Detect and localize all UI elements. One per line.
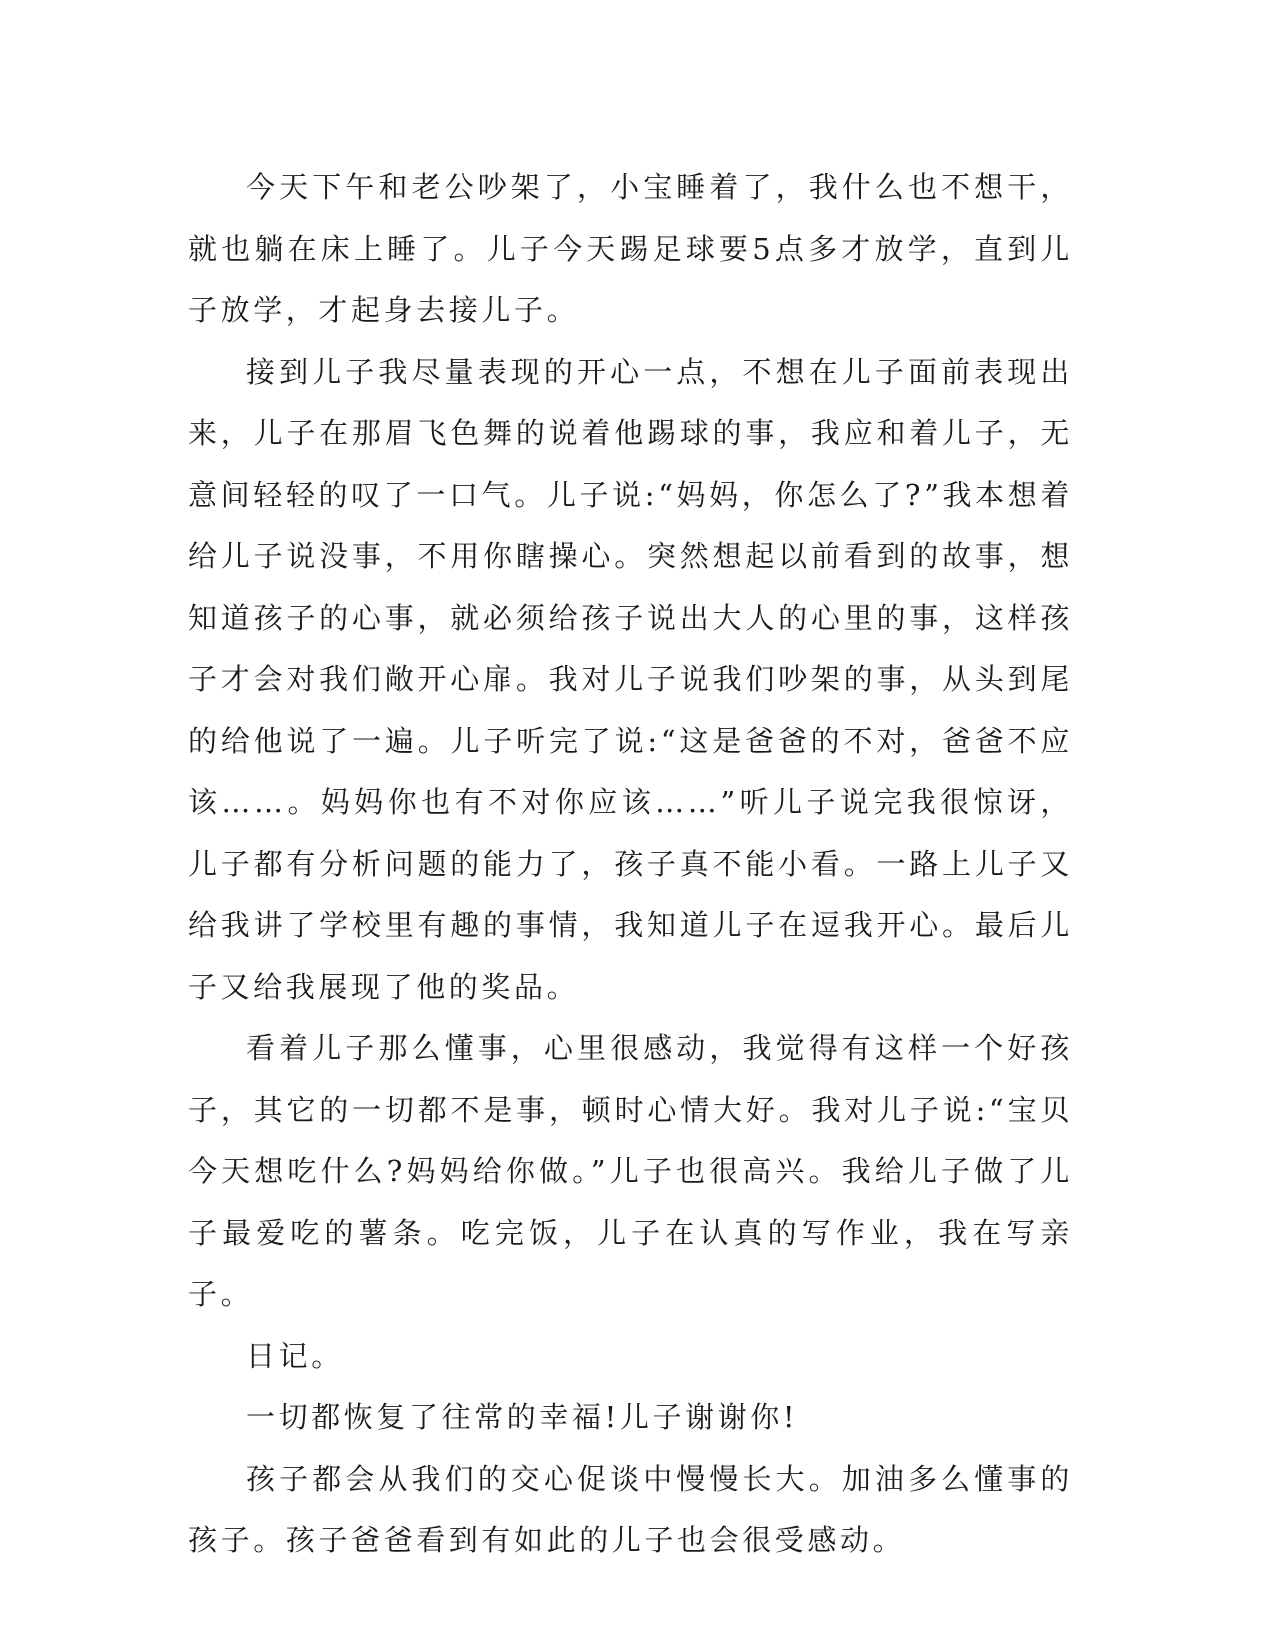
paragraph-1: 今天下午和老公吵架了，小宝睡着了，我什么也不想干，就也躺在床上睡了。儿子今天踢足球要5点多才放学，直到儿子放学，才起身去接儿子。 (188, 170, 1073, 327)
paragraph-4: 日记。 (246, 1338, 344, 1373)
paragraph-6: 孩子都会从我们的交心促谈中慢慢长大。加油多么懂事的孩子。孩子爸爸看到有如此的儿子也会很受感动。 (188, 1461, 1073, 1557)
paragraph-2: 接到儿子我尽量表现的开心一点，不想在儿子面前表现出来，儿子在那眉飞色舞的说着他踢球的事，我应和着儿子，无意间轻轻的叹了一口气。儿子说:“妈妈，你怎么了?”我本想着给儿子说没事，不用你瞎操心。突然想起以前看到的故事，想知道孩子的心事，就必须给孩子说出大人的心里的事，这样孩子才会对我们敞开心扉。我对儿子说我们吵架的事，从头到尾的给他说了一遍。儿子听完了说:“这是爸爸的不对，爸爸不应该……。妈妈你也有不对你应该……”听儿子说完我很惊讶，儿子都有分析问题的能力了，孩子真不能小看。一路上儿子又给我讲了学校里有趣的事情，我知道儿子在逗我开心。最后儿子又给我展现了他的奖品。 (188, 354, 1073, 1004)
document-body (188, 157, 1073, 1572)
paragraph-3: 看着儿子那么懂事，心里很感动，我觉得有这样一个好孩子，其它的一切都不是事，顿时心情大好。我对儿子说:“宝贝今天想吃什么?妈妈给你做。”儿子也很高兴。我给儿子做了儿子最爱吃的薯条。吃完饭，儿子在认真的写作业，我在写亲子。 (188, 1031, 1073, 1311)
paragraph-5: 一切都恢复了往常的幸福!儿子谢谢你! (246, 1400, 799, 1434)
